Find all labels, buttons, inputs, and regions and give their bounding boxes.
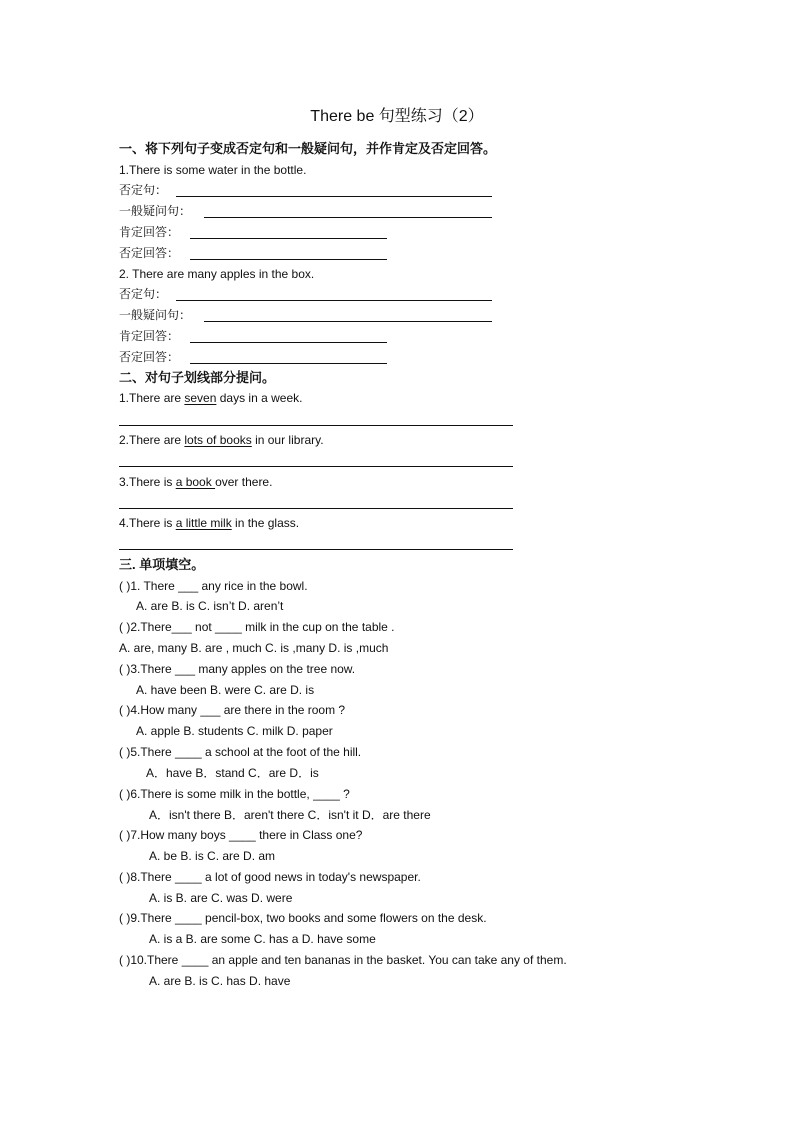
s1-q2-no-blank[interactable] (190, 363, 387, 364)
s1-q1-gen-blank[interactable] (204, 217, 492, 218)
mc-options-10: A. are B. is C. has D. have (149, 974, 291, 988)
mc-question-4: ( )4.How many ___ are there in the room ? (119, 703, 346, 717)
s2-item-3: 3.There is a book over there. (119, 475, 273, 489)
s2-item-3-answer-line[interactable] (119, 508, 513, 509)
s2-item-1-answer-line[interactable] (119, 425, 513, 426)
underlined-part: seven (184, 391, 217, 405)
s1-q1-yes-blank[interactable] (190, 238, 387, 239)
s1-q1-no-label: 否定回答： (119, 246, 180, 260)
mc-question-10: ( )10.There ____ an apple and ten bananas in the basket. You can take any of them. (119, 953, 567, 967)
s1-q2-neg-blank[interactable] (176, 300, 492, 301)
mc-options-4: A. apple B. students C. milk D. paper (136, 724, 333, 738)
s1-q2-yes-blank[interactable] (190, 342, 387, 343)
s1-q1-neg-label: 否定句： (119, 183, 168, 197)
section2-heading: 二、对句子划线部分提问。 (119, 370, 276, 385)
mc-question-8: ( )8.There ____ a lot of good news in today's newspaper. (119, 870, 421, 884)
mc-question-3: ( )3.There ___ many apples on the tree now. (119, 662, 356, 676)
s1-question-2: 2. There are many apples in the box. (119, 267, 315, 281)
s2-item-4-answer-line[interactable] (119, 549, 513, 550)
s1-q2-gen-label: 一般疑问句： (119, 308, 192, 322)
mc-question-6: ( )6.There is some milk in the bottle, ____ ? (119, 787, 350, 801)
s1-q2-neg-label: 否定句： (119, 287, 168, 301)
mc-question-7: ( )7.How many boys ____ there in Class one? (119, 828, 363, 842)
s2-item-2: 2.There are lots of books in our library. (119, 433, 324, 447)
s2-item-2-answer-line[interactable] (119, 466, 513, 467)
mc-options-8: A. is B. are C. was D. were (149, 891, 293, 905)
mc-options-7: A. be B. is C. are D. am (149, 849, 276, 863)
mc-options-6: A．isn't there B．aren't there C．isn't it D．are there (149, 808, 431, 822)
section3-heading: 三. 单项填空。 (119, 557, 205, 572)
page-title: There be 句型练习（2） (310, 108, 484, 125)
mc-question-1: ( )1. There ___ any rice in the bowl. (119, 579, 308, 593)
mc-options-2: A. are, many B. are , much C. is ,many D. is ,much (119, 641, 389, 655)
mc-options-3: A. have been B. were C. are D. is (136, 683, 315, 697)
underlined-part: lots of books (184, 433, 252, 447)
mc-question-2: ( )2.There___ not ____ milk in the cup on the table . (119, 620, 395, 634)
s2-item-4: 4.There is a little milk in the glass. (119, 516, 300, 530)
s1-q1-yes-label: 肯定回答： (119, 225, 180, 239)
s2-item-1: 1.There are seven days in a week. (119, 391, 303, 405)
s1-q2-gen-blank[interactable] (204, 321, 492, 322)
s1-question-1: 1.There is some water in the bottle. (119, 163, 307, 177)
s1-q2-no-label: 否定回答： (119, 350, 180, 364)
s1-q1-gen-label: 一般疑问句： (119, 204, 192, 218)
mc-question-9: ( )9.There ____ pencil-box, two books and some flowers on the desk. (119, 911, 487, 925)
s1-q1-neg-blank[interactable] (176, 196, 492, 197)
mc-options-9: A. is a B. are some C. has a D. have some (149, 932, 376, 946)
mc-options-5: A．have B．stand C．are D．is (146, 766, 319, 780)
s1-q1-no-blank[interactable] (190, 259, 387, 260)
section1-heading: 一、将下列句子变成否定句和一般疑问句，并作肯定及否定回答。 (119, 141, 497, 156)
s1-q2-yes-label: 肯定回答： (119, 329, 180, 343)
mc-question-5: ( )5.There ____ a school at the foot of the hill. (119, 745, 362, 759)
underlined-part: a little milk (175, 516, 232, 530)
mc-options-1: A. are B. is C. isn’t D. aren’t (136, 599, 284, 613)
underlined-part: a book (175, 475, 216, 489)
